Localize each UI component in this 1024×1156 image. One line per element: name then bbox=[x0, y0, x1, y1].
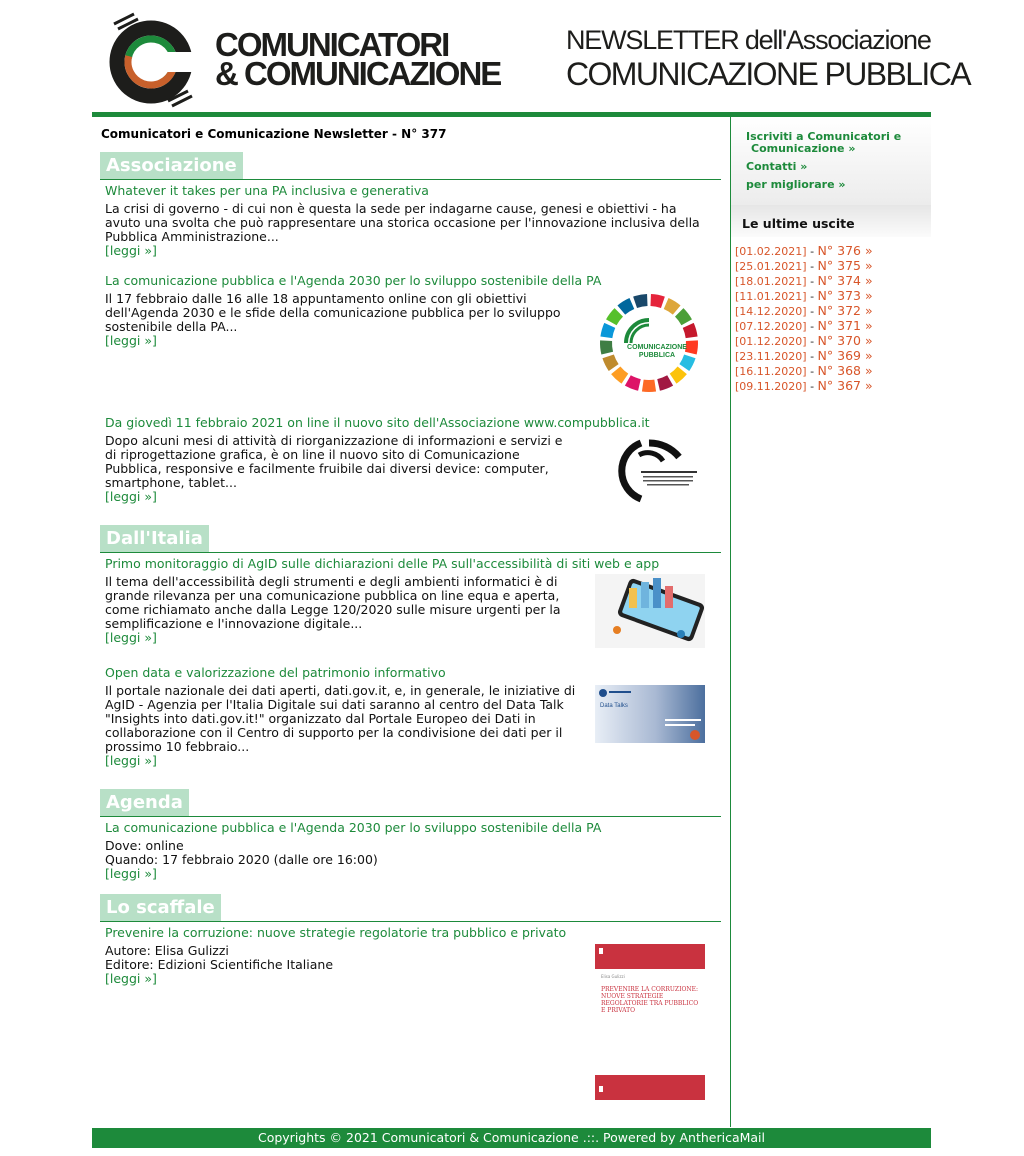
issue-date: [23.11.2020] bbox=[735, 350, 807, 363]
article-title-link[interactable]: La comunicazione pubblica e l'Agenda 2030 per lo sviluppo sostenibile della PA bbox=[105, 273, 602, 288]
article bbox=[105, 415, 705, 504]
accessibility-smartphone-image[interactable] bbox=[595, 574, 705, 648]
issue-title: Comunicatori e Comunicazione Newsletter - N° 377 bbox=[101, 127, 447, 141]
agenda-2030-wheel-image[interactable] bbox=[599, 293, 699, 393]
sdg-segment bbox=[602, 355, 618, 371]
section-divider bbox=[100, 921, 721, 922]
sdg-segment bbox=[642, 380, 656, 392]
issue-link[interactable] bbox=[735, 274, 931, 289]
issue-link[interactable] bbox=[735, 289, 931, 304]
issue-separator: - bbox=[806, 320, 818, 333]
article-summary: Dopo alcuni mesi di attività di riorganizzazione di informazioni e servizi e di riprogettazione grafica, è on line il nuovo sito di Comunicazione Pubblica, responsive e facilmente fruibile dai diversi device: computer, smartphone, tablet... bbox=[105, 433, 563, 490]
issue-link[interactable] bbox=[735, 334, 931, 349]
sdg-segment bbox=[633, 294, 647, 308]
latest-issues-title: Le ultime uscite bbox=[731, 205, 931, 237]
section-associazione bbox=[100, 152, 721, 180]
issue-date: [14.12.2020] bbox=[735, 305, 807, 318]
issue-date: [16.11.2020] bbox=[735, 365, 807, 378]
article-summary: Il portale nazionale dei dati aperti, dati.gov.it, e, in generale, le iniziative di AgID - Agenzia per l'Italia Digitale sui dati saranno al centro del Data Talk "Insights into dati.gov.it!" organizzato dal Portale Europeo dei Dati in collaborazione con il Centro di supporto per la condivisione dei dati per il prossimo 10 febbraio... bbox=[105, 683, 576, 754]
issue-link[interactable] bbox=[735, 364, 931, 379]
issue-number[interactable]: N° 375 » bbox=[817, 258, 873, 273]
event-location: Dove: online bbox=[105, 838, 184, 853]
issue-date: [18.01.2021] bbox=[735, 275, 807, 288]
article-title-link[interactable]: Open data e valorizzazione del patrimonio informativo bbox=[105, 665, 446, 680]
issue-link[interactable] bbox=[735, 304, 931, 319]
footer-copyright: Copyrights © 2021 Comunicatori & Comunicazione .::. Powered by AnthericaMail bbox=[92, 1128, 931, 1148]
event-date: Quando: 17 febbraio 2020 (dalle ore 16:00) bbox=[105, 852, 378, 867]
issue-link[interactable] bbox=[735, 349, 931, 364]
newsletter-header bbox=[92, 0, 970, 112]
article-title-link[interactable]: Primo monitoraggio di AgID sulle dichiarazioni delle PA sull'accessibilità di siti web e app bbox=[105, 556, 660, 571]
brand-name bbox=[215, 26, 501, 92]
issue-number[interactable]: N° 370 » bbox=[817, 333, 873, 348]
book-review bbox=[105, 925, 705, 1014]
issue-date: [07.12.2020] bbox=[735, 320, 807, 333]
article-summary: La crisi di governo - di cui non è questa la sede per indagarne cause, genesi e obiettivi - ha avuto una svolta che può rappresentare una storica occasione per l'innovazione inclusiva della Pubblica Amministrazione... bbox=[105, 201, 700, 244]
issue-number[interactable]: N° 372 » bbox=[817, 303, 873, 318]
article-title-link[interactable]: Whatever it takes per una PA inclusiva e generativa bbox=[105, 183, 429, 198]
issue-link[interactable] bbox=[735, 244, 931, 259]
data-talks-image[interactable] bbox=[595, 685, 705, 743]
issue-date: [01.02.2021] bbox=[735, 245, 807, 258]
sdg-segment bbox=[600, 340, 613, 354]
sdg-segment bbox=[675, 308, 692, 325]
section-dall-italia bbox=[100, 525, 721, 553]
issue-link[interactable] bbox=[735, 319, 931, 334]
section-title: Dall'Italia bbox=[100, 525, 209, 553]
issue-date: [25.01.2021] bbox=[735, 260, 807, 273]
book-cover-image[interactable] bbox=[595, 944, 705, 1100]
main-content bbox=[92, 117, 730, 1127]
newsletter-heading bbox=[566, 24, 970, 92]
sdg-segment bbox=[664, 298, 681, 315]
cover-title: PREVENIRE LA CORRUZIONE: NUOVE STRATEGIE REGOLATORIE TRA PUBBLICO E PRIVATO bbox=[601, 986, 699, 1014]
section-title: Agenda bbox=[100, 789, 189, 817]
book-title-link[interactable]: Prevenire la corruzione: nuove strategie regolatorie tra pubblico e privato bbox=[105, 925, 567, 940]
event-title-link[interactable]: La comunicazione pubblica e l'Agenda 2030 per lo sviluppo sostenibile della PA bbox=[105, 820, 602, 835]
issue-separator: - bbox=[806, 350, 818, 363]
issue-separator: - bbox=[806, 335, 818, 348]
read-more-link[interactable]: [leggi »] bbox=[105, 971, 157, 986]
issue-separator: - bbox=[806, 245, 818, 258]
sdg-segment bbox=[650, 294, 664, 308]
agenda-event bbox=[105, 820, 705, 881]
read-more-link[interactable]: [leggi »] bbox=[105, 753, 157, 768]
issue-number[interactable]: N° 371 » bbox=[817, 318, 873, 333]
sdg-segment bbox=[657, 375, 673, 391]
read-more-link[interactable]: [leggi »] bbox=[105, 489, 157, 504]
sdg-segment bbox=[617, 298, 634, 315]
issue-link[interactable] bbox=[735, 379, 931, 394]
issue-separator: - bbox=[806, 305, 818, 318]
issue-date: [09.11.2020] bbox=[735, 380, 807, 393]
issue-number[interactable]: N° 367 » bbox=[817, 378, 873, 393]
article-summary: Il tema dell'accessibilità degli strumenti e degli ambienti informatici è di grande rilevanza per una comunicazione pubblica on line equa e aperta, come richiamato anche dalla Legge 120/2020 sulle misure urgenti per la semplificazione e l'innovazione digitale... bbox=[105, 574, 561, 631]
brand-line-1: COMUNICATORI bbox=[215, 26, 449, 63]
book-author: Autore: Elisa Gulizzi bbox=[105, 943, 229, 958]
brand-line-2: & COMUNICAZIONE bbox=[215, 55, 501, 92]
read-more-link[interactable]: [leggi »] bbox=[105, 333, 157, 348]
issue-separator: - bbox=[806, 290, 818, 303]
sdg-segment bbox=[600, 323, 615, 338]
sidebar bbox=[731, 117, 931, 1127]
sdg-segment bbox=[683, 323, 698, 338]
issue-separator: - bbox=[806, 275, 818, 288]
wheel-caption-1: COMUNICAZIONE bbox=[627, 344, 687, 351]
issue-number[interactable]: N° 369 » bbox=[817, 348, 873, 363]
read-more-link[interactable]: [leggi »] bbox=[105, 630, 157, 645]
issue-date: [01.12.2020] bbox=[735, 335, 807, 348]
compubblica-site-logo-image[interactable] bbox=[611, 435, 701, 503]
contacts-link[interactable]: Contatti » bbox=[746, 160, 808, 173]
latest-issues-list bbox=[735, 244, 931, 394]
data-talks-caption: Data Talks bbox=[600, 703, 628, 709]
sdg-segment bbox=[625, 375, 641, 391]
sidebar-links bbox=[731, 117, 931, 205]
section-lo-scaffale bbox=[100, 894, 721, 922]
subscribe-link[interactable]: Iscriviti a Comunicatori e bbox=[746, 130, 902, 143]
section-divider bbox=[100, 179, 721, 180]
wheel-caption-2: PUBBLICA bbox=[638, 352, 676, 359]
issue-number[interactable]: N° 374 » bbox=[817, 273, 873, 288]
newsletter-heading-line-2: COMUNICAZIONE PUBBLICA bbox=[566, 56, 970, 92]
article bbox=[105, 665, 705, 768]
subscribe-link-continued[interactable]: Comunicazione » bbox=[751, 142, 856, 155]
book-publisher: Editore: Edizioni Scientifiche Italiane bbox=[105, 957, 334, 972]
issue-separator: - bbox=[806, 380, 818, 393]
article bbox=[105, 556, 705, 645]
section-divider bbox=[100, 552, 721, 553]
section-title: Lo scaffale bbox=[100, 894, 221, 922]
compubblica-logo-icon bbox=[108, 12, 194, 108]
section-agenda bbox=[100, 789, 721, 817]
read-more-link[interactable]: [leggi »] bbox=[105, 243, 157, 258]
article-title-link[interactable]: Da giovedì 11 febbraio 2021 on line il nuovo sito dell'Associazione www.compubblica.it bbox=[105, 415, 650, 430]
issue-number[interactable]: N° 376 » bbox=[817, 243, 873, 258]
issue-number[interactable]: N° 368 » bbox=[817, 363, 873, 378]
issue-link[interactable] bbox=[735, 259, 931, 274]
sdg-segment bbox=[606, 308, 623, 325]
section-divider bbox=[100, 816, 721, 817]
newsletter-heading-line-1: NEWSLETTER dell'Associazione bbox=[566, 25, 931, 55]
improve-link[interactable]: per migliorare » bbox=[746, 178, 846, 191]
issue-separator: - bbox=[806, 365, 818, 378]
section-title: Associazione bbox=[100, 152, 243, 180]
issue-number[interactable]: N° 373 » bbox=[817, 288, 873, 303]
cover-author: Elisa Gulizzi bbox=[601, 974, 625, 979]
article bbox=[105, 273, 705, 359]
issue-date: [11.01.2021] bbox=[735, 290, 807, 303]
sdg-segment bbox=[679, 355, 695, 371]
article-summary: Il 17 febbraio dalle 16 alle 18 appuntamento online con gli obiettivi dell'Agenda 2030 e le sfide della comunicazione pubblica per lo sviluppo sostenibile della PA... bbox=[105, 291, 561, 334]
article bbox=[105, 183, 705, 258]
issue-separator: - bbox=[806, 260, 818, 273]
read-more-link[interactable]: [leggi »] bbox=[105, 866, 157, 881]
